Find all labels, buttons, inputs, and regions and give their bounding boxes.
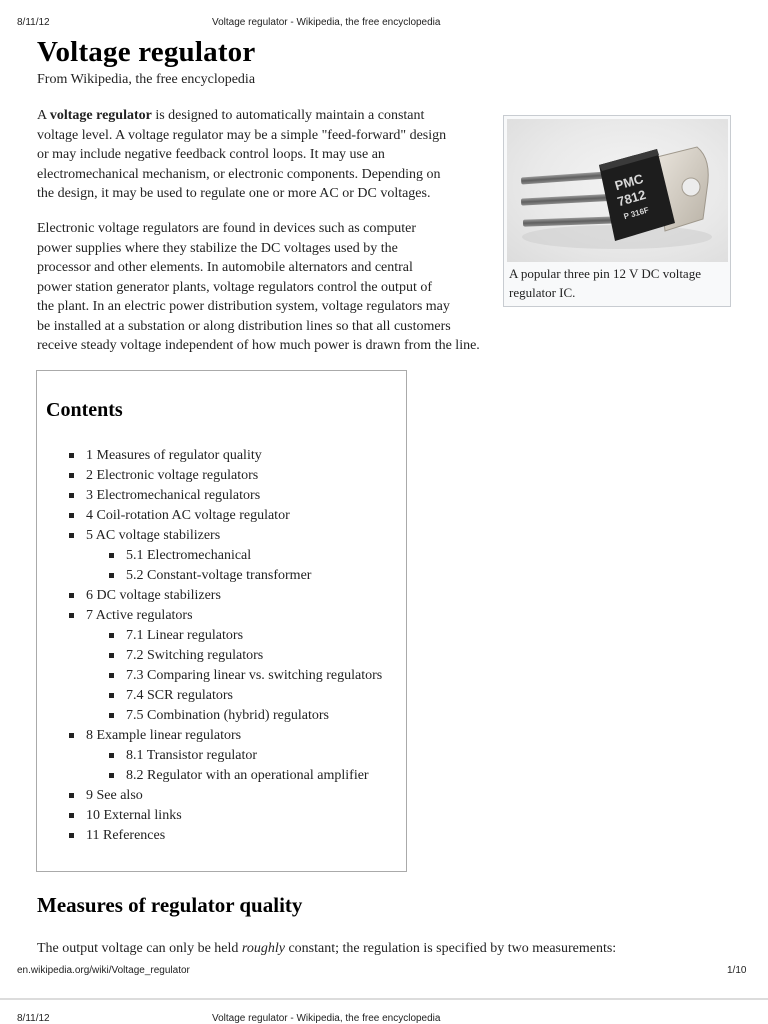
bullet-icon [109, 653, 114, 658]
bullet-icon [69, 733, 74, 738]
toc-number: 4 [86, 508, 93, 523]
toc-item[interactable] [37, 526, 382, 546]
bullet-icon [69, 453, 74, 458]
bullet-icon [109, 713, 114, 718]
toc-number: 7.1 [126, 628, 144, 643]
bullet-icon [69, 473, 74, 478]
intro-bold-term: voltage regulator [49, 108, 152, 123]
toc-subitem[interactable] [37, 686, 382, 706]
body-text: constant; the regulation is specified by two measurements: [284, 941, 617, 956]
toc-link[interactable]: Regulator with an operational amplifier [147, 768, 369, 783]
toc-number: 1 [86, 448, 93, 463]
toc-list [37, 446, 382, 846]
body-text: The output voltage can only be held [37, 941, 242, 956]
intro-paragraph [37, 106, 487, 204]
toc-number: 9 [86, 788, 93, 803]
body-paragraph [37, 219, 517, 356]
toc-number: 5 [86, 528, 93, 543]
intro-line: voltage level. A voltage regulator may be a simple "feed-forward" design [37, 127, 447, 143]
toc-number: 8.2 [126, 768, 144, 783]
section-heading: Measures of regulator quality [37, 893, 303, 917]
toc-link[interactable]: Electronic voltage regulators [96, 468, 259, 483]
toc-item[interactable] [37, 786, 382, 806]
toc-number: 6 [86, 588, 93, 603]
toc-item[interactable] [37, 586, 382, 606]
toc-item[interactable] [37, 446, 382, 466]
para-line: receive steady voltage independent of how much power is drawn from the line. [37, 338, 480, 353]
toc-link[interactable]: Electromechanical regulators [96, 488, 261, 503]
voltage-regulator-illustration [507, 119, 728, 262]
toc-link[interactable]: Comparing linear vs. switching regulators [147, 668, 383, 683]
para-line: be installed at a substation or along distribution lines so that all customers [37, 318, 451, 334]
page-divider [0, 998, 768, 1000]
toc-title: Contents [46, 399, 123, 421]
toc-link[interactable]: Electromechanical [147, 548, 252, 563]
table-of-contents [36, 370, 407, 872]
toc-number: 10 [86, 808, 100, 823]
intro-line: is designed to automatically maintain a constant [151, 108, 425, 123]
bullet-icon [109, 553, 114, 558]
toc-number: 2 [86, 468, 93, 483]
toc-item[interactable] [37, 606, 382, 626]
toc-link[interactable]: SCR regulators [147, 688, 233, 703]
bullet-icon [69, 493, 74, 498]
para-line: power supplies where they stabilize the DC voltages used by the [37, 240, 398, 256]
intro-line: the design, it may be used to regulate one or more AC or DC voltages. [37, 186, 431, 201]
para-line: Electronic voltage regulators are found in devices such as computer [37, 221, 417, 236]
toc-number: 3 [86, 488, 93, 503]
toc-number: 5.1 [126, 548, 144, 563]
toc-link[interactable]: External links [103, 808, 182, 823]
toc-subitem[interactable] [37, 566, 382, 586]
toc-item[interactable] [37, 466, 382, 486]
print-page-title: Voltage regulator - Wikipedia, the free encyclopedia [212, 17, 441, 28]
bullet-icon [109, 573, 114, 578]
toc-link[interactable]: Combination (hybrid) regulators [147, 708, 329, 723]
toc-link[interactable]: Linear regulators [147, 628, 244, 643]
toc-number: 11 [86, 828, 100, 843]
toc-item[interactable] [37, 806, 382, 826]
toc-subitem[interactable] [37, 706, 382, 726]
toc-number: 8.1 [126, 748, 144, 763]
toc-link[interactable]: Active regulators [95, 608, 193, 623]
intro-line: or may include negative feedback control loops. It may use an [37, 147, 385, 162]
bullet-icon [109, 693, 114, 698]
print-date: 8/11/12 [17, 17, 50, 28]
page-title: Voltage regulator [37, 36, 256, 68]
bullet-icon [109, 753, 114, 758]
para-line: processor and other elements. In automobile alternators and central [37, 260, 413, 275]
toc-item[interactable] [37, 486, 382, 506]
body-italic-text: roughly [241, 941, 285, 956]
bullet-icon [69, 513, 74, 518]
para-line: power station generator plants, voltage regulators control the output of [37, 279, 433, 295]
toc-number: 8 [86, 728, 93, 743]
page-subtitle: From Wikipedia, the free encyclopedia [37, 72, 256, 87]
image-thumbnail-box [503, 115, 731, 307]
toc-number: 7 [86, 608, 93, 623]
section-body-text [37, 941, 616, 957]
print-page-title: Voltage regulator - Wikipedia, the free encyclopedia [212, 1013, 441, 1024]
toc-subitem[interactable] [37, 666, 382, 686]
toc-subitem[interactable] [37, 766, 382, 786]
chip-marking: P 316F [622, 205, 650, 222]
intro-line: electromechanical mechanism, or electronic components. Depending on [37, 166, 441, 182]
intro-lead: A [37, 108, 50, 123]
print-date: 8/11/12 [17, 1013, 50, 1024]
toc-number: 7.2 [126, 648, 144, 663]
bullet-icon [69, 793, 74, 798]
bullet-icon [69, 833, 74, 838]
toc-link[interactable]: Constant-voltage transformer [147, 568, 312, 583]
para-line: the plant. In an electric power distribution system, voltage regulators may [37, 299, 450, 314]
bullet-icon [69, 613, 74, 618]
toc-number: 7.4 [126, 688, 144, 703]
toc-link[interactable]: Switching regulators [147, 648, 264, 663]
toc-item[interactable] [37, 506, 382, 526]
toc-link[interactable]: Measures of regulator quality [96, 448, 262, 463]
bullet-icon [109, 673, 114, 678]
toc-number: 7.3 [126, 668, 144, 683]
toc-link[interactable]: Transistor regulator [146, 748, 258, 763]
toc-link[interactable]: AC voltage stabilizers [95, 528, 221, 543]
bullet-icon [69, 813, 74, 818]
bullet-icon [69, 593, 74, 598]
voltage-regulator-photo[interactable] [507, 119, 728, 262]
toc-link[interactable]: Coil-rotation AC voltage regulator [96, 508, 290, 523]
toc-item[interactable] [37, 826, 382, 846]
toc-number: 5.2 [126, 568, 144, 583]
toc-number: 7.5 [126, 708, 144, 723]
chip-marking: 7812 [615, 186, 648, 210]
toc-link[interactable]: Example linear regulators [96, 728, 242, 743]
toc-subitem[interactable] [37, 646, 382, 666]
print-page-number: 1/10 [727, 965, 747, 976]
toc-link[interactable]: See also [96, 788, 143, 803]
toc-item[interactable] [37, 726, 382, 746]
toc-subitem[interactable] [37, 546, 382, 566]
print-url: en.wikipedia.org/wiki/Voltage_regulator [17, 965, 190, 976]
toc-link[interactable]: References [102, 828, 166, 843]
toc-link[interactable]: DC voltage stabilizers [96, 588, 221, 603]
chip-marking: PMC [613, 170, 645, 194]
toc-subitem[interactable] [37, 626, 382, 646]
bullet-icon [69, 533, 74, 538]
bullet-icon [109, 773, 114, 778]
image-caption: A popular three pin 12 V DC voltage regulator IC. [509, 266, 701, 300]
toc-subitem[interactable] [37, 746, 382, 766]
bullet-icon [109, 633, 114, 638]
